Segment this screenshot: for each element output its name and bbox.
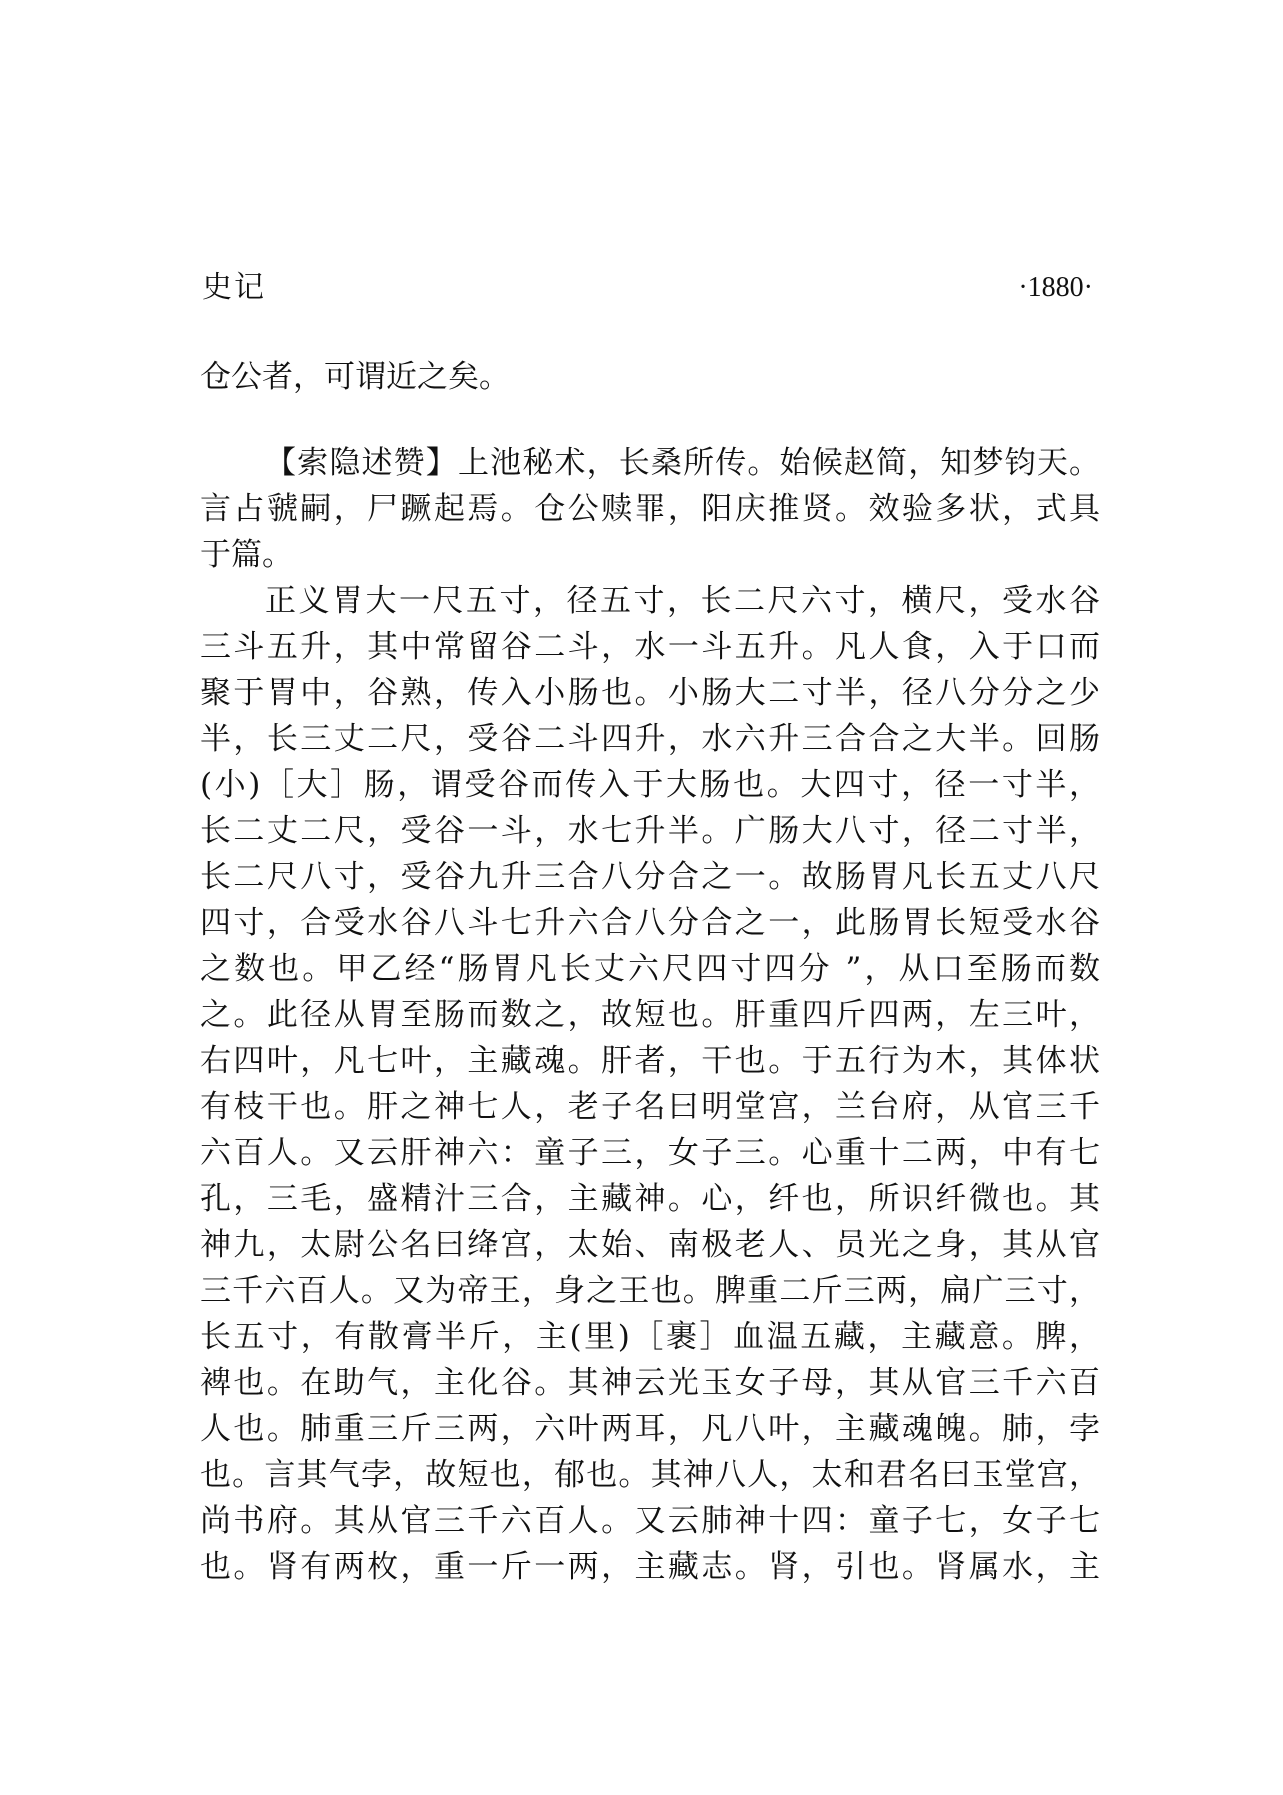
zhengyi-line: 之。此径从胃至肠而数之，故短也。肝重四斤四两，左三叶， <box>200 997 1100 1033</box>
zhengyi-line: 四寸，合受水谷八斗七升六合八分合之一，此肠胃长短受水谷 <box>200 905 1100 941</box>
zhengyi-line: 也。肾有两枚，重一斤一两，主藏志。肾，引也。肾属水，主 <box>200 1549 1100 1585</box>
zhengyi-line: 人也。肺重三斤三两，六叶两耳，凡八叶，主藏魂魄。肺，孛 <box>200 1411 1100 1447</box>
text-line: 仓公者，可谓近之矣。 <box>200 359 510 395</box>
zhengyi-line: 裨也。在助气，主化谷。其神云光玉女子母，其从官三千六百 <box>200 1365 1100 1401</box>
zhengyi-line: 之数也。甲乙经“肠胃凡长丈六尺四寸四分 ”，从口至肠而数 <box>200 951 1100 987</box>
zhengyi-line: 右四叶，凡七叶，主藏魂。肝者，干也。于五行为木，其体状 <box>200 1043 1100 1079</box>
zhengyi-line: 长二尺八寸，受谷九升三合八分合之一。故肠胃凡长五丈八尺 <box>200 859 1100 895</box>
zhengyi-line: 尚书府。其从官三千六百人。又云肺神十四：童子七，女子七 <box>200 1503 1100 1539</box>
zhengyi-line: (小)［大］肠，谓受谷而传入于大肠也。大四寸，径一寸半， <box>200 767 1100 803</box>
zhengyi-line: 孔，三毛，盛精汁三合，主藏神。心，纤也，所识纤微也。其 <box>200 1181 1100 1217</box>
zhengyi-line: 有枝干也。肝之神七人，老子名曰明堂宫，兰台府，从官三千 <box>200 1089 1100 1125</box>
zhengyi-line: 六百人。又云肝神六：童子三，女子三。心重十二两，中有七 <box>200 1135 1100 1171</box>
zan-line: 言占虢嗣，尸蹶起焉。仓公赎罪，阳庆推贤。效验多状，式具 <box>200 491 1100 527</box>
zhengyi-line: 也。言其气孛，故短也，郁也。其神八人，太和君名曰玉堂宫， <box>200 1457 1100 1493</box>
zan-line: 【索隐述赞】上池秘术，长桑所传。始候赵简，知梦钧天。 <box>265 445 1100 481</box>
zhengyi-line: 三千六百人。又为帝王，身之王也。脾重二斤三两，扁广三寸， <box>200 1273 1100 1309</box>
zhengyi-line: 半，长三丈二尺，受谷二斗四升，水六升三合合之大半。回肠 <box>200 721 1100 757</box>
zhengyi-line: 聚于胃中，谷熟，传入小肠也。小肠大二寸半，径八分分之少 <box>200 675 1100 711</box>
zhengyi-line: 正义胃大一尺五寸，径五寸，长二尺六寸，横尺，受水谷 <box>265 583 1100 619</box>
zhengyi-line: 神九，太尉公名曰绛宫，太始、南极老人、员光之身，其从官 <box>200 1227 1100 1263</box>
running-head-title: 史记 <box>202 270 266 305</box>
zhengyi-line: 长二丈二尺，受谷一斗，水七升半。广肠大八寸，径二寸半， <box>200 813 1100 849</box>
zhengyi-line: 长五寸，有散膏半斤，主(里)［裹］血温五藏，主藏意。脾， <box>200 1319 1100 1355</box>
page-number: ·1880· <box>1018 272 1093 303</box>
zhengyi-line: 三斗五升，其中常留谷二斗，水一斗五升。凡人食，入于口而 <box>200 629 1100 665</box>
zan-line: 于篇。 <box>200 537 293 573</box>
